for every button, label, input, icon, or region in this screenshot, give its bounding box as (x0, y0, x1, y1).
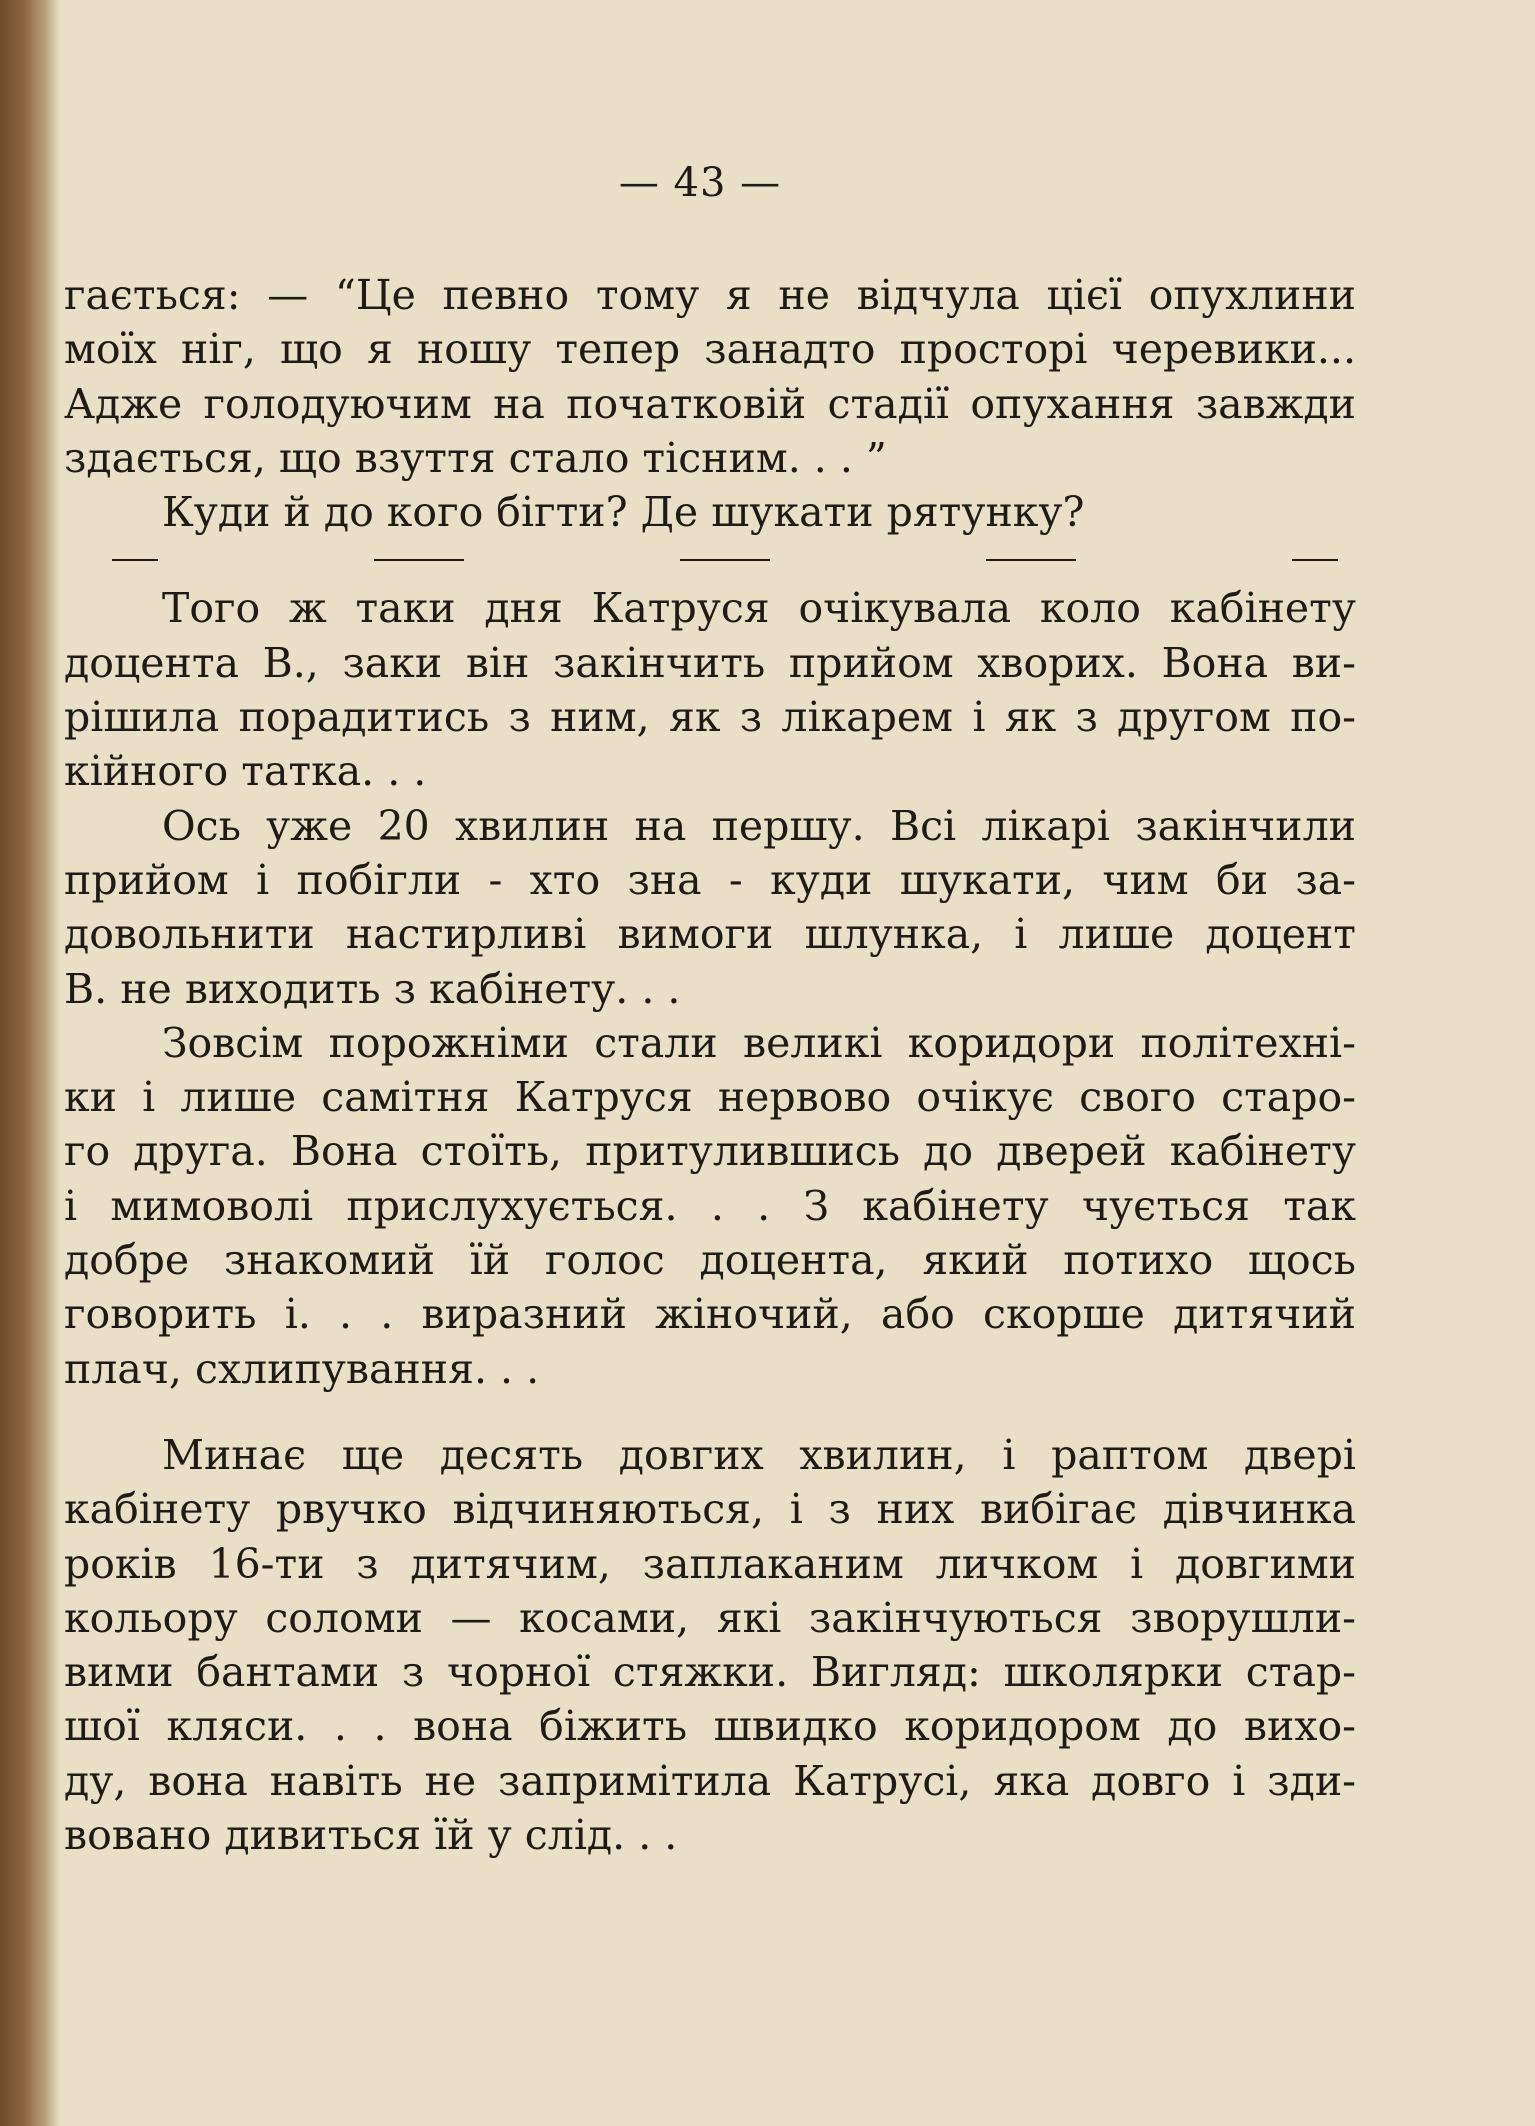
text-line: здається, що взуття стало тісним. . . ” (64, 433, 887, 482)
text-line: В. не виходить з кабінету. . . (64, 964, 681, 1013)
text-line: Ось уже 20 хвилин на першу. Всі лікарі закінчили (162, 801, 1356, 850)
text-line: Минає ще десять довгих хвилин, і раптом двері (162, 1430, 1356, 1479)
text-line: доцента В., заки він закінчить прийом хворих. Вона ви- (64, 638, 1356, 687)
text-line: прийом і побігли - хто зна - куди шукати, чим би за- (64, 855, 1356, 904)
text-line: плач, схлипування. . . (64, 1344, 540, 1393)
text-line: добре знакомий їй голос доцента, який потихо щось (64, 1236, 1356, 1285)
paragraph-gap (64, 1396, 1356, 1428)
section-separator (112, 539, 1338, 581)
text-line: ду, вона навіть не запримітила Катрусі, яка довго і зди- (64, 1756, 1356, 1805)
text-line: рішила порадитись з ним, як з лікарем і як з другом по- (64, 693, 1356, 742)
page-text (64, 268, 1356, 1862)
text-line: Куди й до кого бігти? Де шукати рятунку? (162, 488, 1085, 537)
text-line: вовано дивиться їй у слід. . . (64, 1811, 678, 1860)
text-line: гається: — “Це певно тому я не відчула цієї опухлини (64, 271, 1356, 319)
page-number: — 43 — (618, 160, 782, 206)
book-spine-shadow (0, 0, 60, 2126)
text-line: шої кляси. . . вона біжить швидко коридором до вихо- (64, 1702, 1356, 1751)
text-line: років 16-ти з дитячим, заплаканим личком і довгими (64, 1539, 1356, 1588)
text-line: кольору соломи — косами, які закінчуються зворушли- (64, 1593, 1356, 1642)
text-line: Зовсім порожніми стали великі коридори політехні- (162, 1018, 1356, 1067)
text-line: говорить і. . . виразний жіночий, або скорше дитячий (64, 1290, 1356, 1339)
text-line: го друга. Вона стоїть, притулившись до дверей кабінету (64, 1127, 1356, 1176)
text-line: кійного татка. . . (64, 747, 427, 796)
text-line: і мимоволі прислухується. . . З кабінету чується так (64, 1181, 1356, 1230)
text-line: Того ж таки дня Катруся очікувала коло кабінету (162, 584, 1356, 633)
text-line: довольнити настирливі вимоги шлунка, і лише доцент (64, 910, 1356, 959)
text-line: кабінету рвучко відчиняються, і з них вибігає дівчинка (64, 1485, 1356, 1534)
text-line: Адже голодуючим на початковій стадії опухання завжди (64, 379, 1356, 428)
text-line: моїх ніг, що я ношу тепер занадто просторі черевики... (64, 325, 1356, 374)
text-line: вими бантами з чорної стяжки. Вигляд: школярки стар- (64, 1648, 1356, 1697)
text-line: ки і лише самітня Катруся нервово очікує свого старо- (64, 1073, 1356, 1122)
